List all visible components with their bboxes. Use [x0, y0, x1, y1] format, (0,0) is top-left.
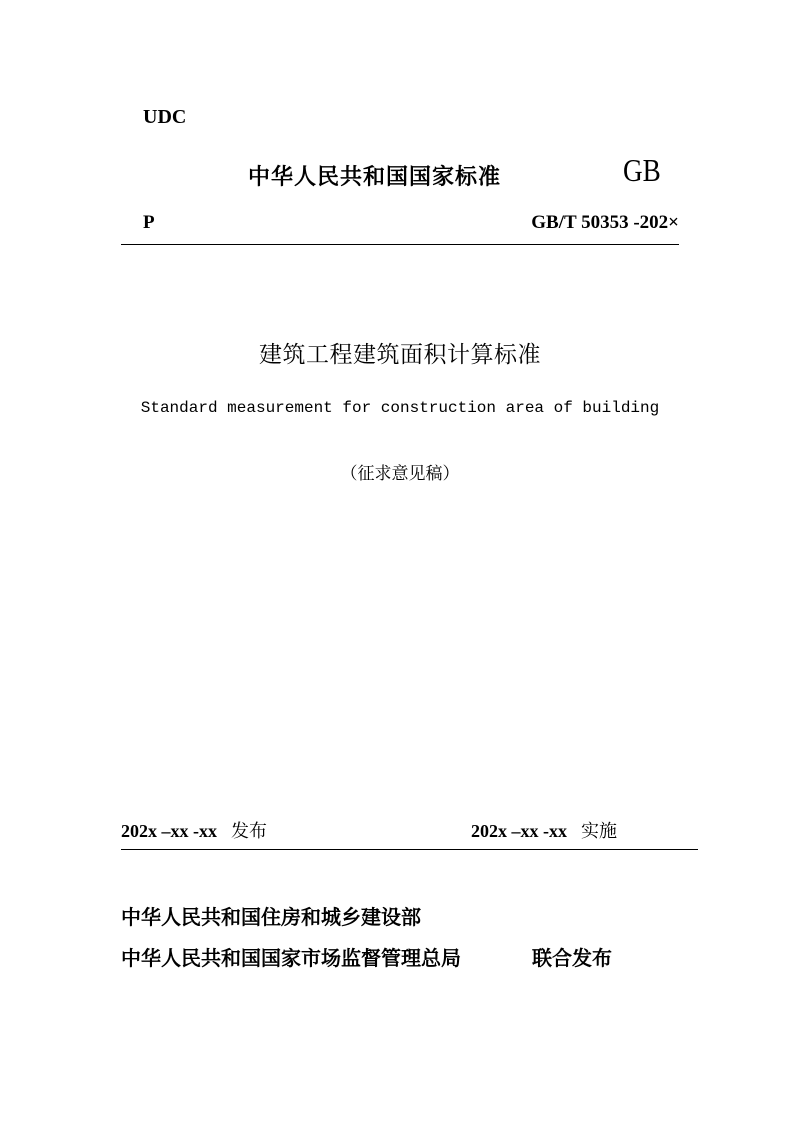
implement-label: 实施 [581, 821, 617, 842]
bottom-divider [121, 849, 698, 850]
publish-date: 202x –xx -xx [121, 821, 217, 841]
implement-date-line [471, 817, 617, 843]
issuer-ministry: 中华人民共和国住房和城乡建设部 [121, 905, 421, 929]
classification-code: P [143, 212, 155, 233]
top-divider [121, 244, 679, 245]
standard-number: GB/T 50353 -202× [531, 212, 679, 233]
publish-label: 发布 [231, 821, 267, 842]
draft-note: （征求意见稿） [340, 464, 460, 484]
implement-date: 202x –xx -xx [471, 821, 567, 841]
issuer-administration: 中华人民共和国国家市场监督管理总局 [121, 946, 461, 970]
udc-label: UDC [143, 106, 187, 128]
document-title-chinese: 建筑工程建筑面积计算标准 [259, 342, 541, 368]
document-title-english: Standard measurement for construction area of building [140, 399, 660, 417]
joint-publish-label: 联合发布 [532, 946, 612, 970]
gb-mark: GB [623, 152, 661, 188]
national-standard-heading: 中华人民共和国国家标准 [248, 164, 502, 190]
publish-date-line [121, 817, 267, 843]
